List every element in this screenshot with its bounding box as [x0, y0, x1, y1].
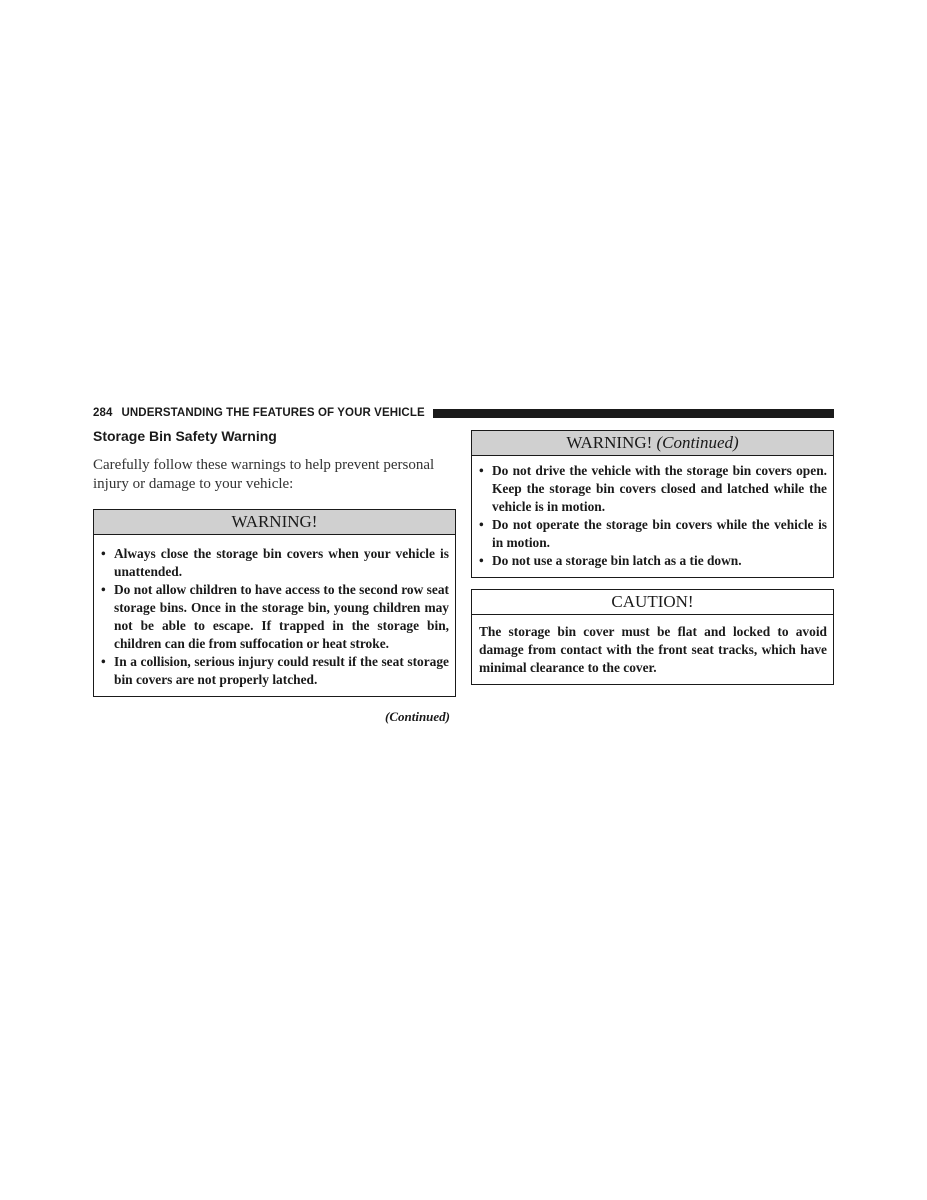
header-rule [433, 409, 834, 418]
warning-continued-label: WARNING! [566, 433, 653, 452]
warning-list [101, 545, 449, 689]
caution-box [471, 589, 834, 685]
right-column [471, 430, 834, 685]
warning-continued-body [472, 456, 833, 577]
warning-item-text: Do not use a storage bin latch as a tie down. [492, 553, 742, 568]
bullet-icon: • [101, 654, 106, 669]
bullet-icon: • [479, 463, 484, 478]
warning-continued-title [472, 431, 833, 456]
page-number: 284 [93, 407, 113, 419]
warning-item [479, 552, 827, 570]
bullet-icon: • [101, 582, 106, 597]
warning-item-text: Do not allow children to have access to the second row seat storage bins. Once in the storage bin, young children may not be able to escape. If trapped in the storage bin, children can die from suffocation or heat stroke. [114, 582, 449, 651]
warning-item-text: Always close the storage bin covers when your vehicle is unattended. [114, 546, 449, 579]
section-title: UNDERSTANDING THE FEATURES OF YOUR VEHICLE [121, 407, 425, 419]
warning-item [101, 653, 449, 689]
warning-item-text: Do not drive the vehicle with the storage bin covers open. Keep the storage bin covers closed and latched while the vehicle is in motion. [492, 463, 827, 514]
warning-continued-box [471, 430, 834, 578]
bullet-icon: • [101, 546, 106, 561]
bullet-icon: • [479, 517, 484, 532]
warning-item [101, 545, 449, 581]
continued-note: (Continued) [384, 709, 450, 724]
warning-item [479, 462, 827, 516]
warning-item-text: In a collision, serious injury could result if the seat storage bin covers are not properly latched. [114, 654, 449, 687]
warning-item [479, 516, 827, 552]
warning-box [93, 509, 456, 697]
warning-body [94, 535, 455, 696]
warning-continued-list [479, 462, 827, 570]
left-column [93, 426, 456, 725]
caution-title: CAUTION! [472, 590, 833, 615]
bullet-icon: • [479, 553, 484, 568]
intro-paragraph: Carefully follow these warnings to help prevent personal injury or damage to your vehicle: [93, 457, 435, 492]
warning-item-text: Do not operate the storage bin covers while the vehicle is in motion. [492, 517, 827, 550]
page-header [93, 405, 834, 421]
warning-continued-suffix: (Continued) [656, 433, 739, 452]
storage-bin-heading: Storage Bin Safety Warning [93, 428, 277, 444]
warning-title: WARNING! [94, 510, 455, 535]
warning-item [101, 581, 449, 653]
caution-body: The storage bin cover must be flat and locked to avoid damage from contact with the front seat tracks, which have minimal clearance to the cover. [479, 624, 827, 675]
